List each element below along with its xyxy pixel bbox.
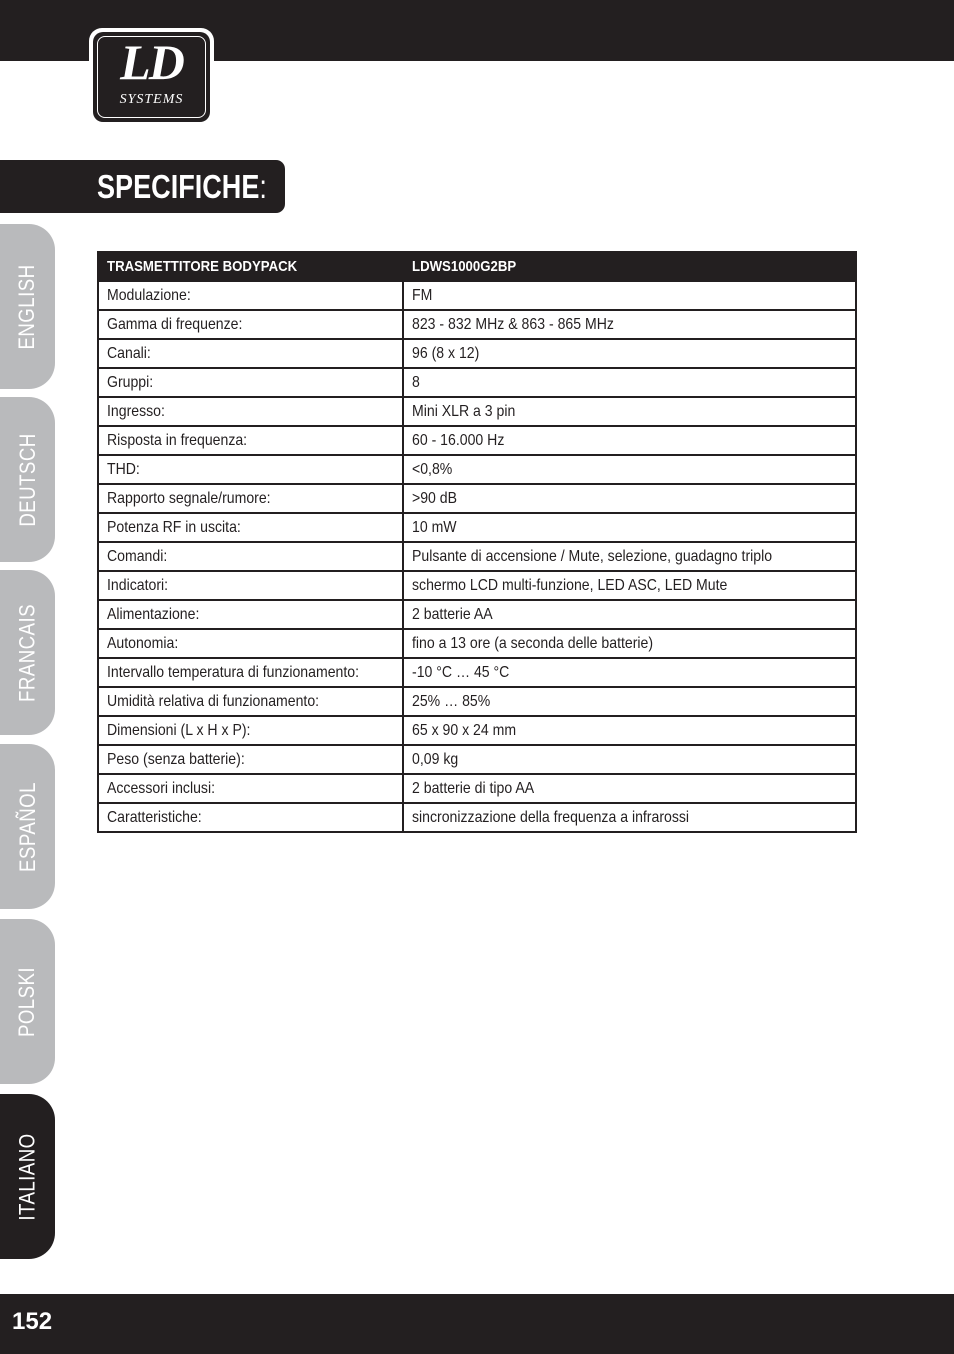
table-row (98, 368, 856, 397)
table-row (98, 571, 856, 600)
table-row (98, 600, 856, 629)
language-tab-francais[interactable] (0, 570, 55, 735)
spec-value-cell: schermo LCD multi-funzione, LED ASC, LED Mute (403, 571, 856, 600)
table-row (98, 716, 856, 745)
spec-label-cell: Canali: (98, 339, 403, 368)
table-row (98, 629, 856, 658)
spec-label-cell: Intervallo temperatura di funzionamento: (98, 658, 403, 687)
spec-value-cell: 823 - 832 MHz & 863 - 865 MHz (403, 310, 856, 339)
table-header-cell: LDWS1000G2BP (403, 252, 856, 281)
spec-value-cell: sincronizzazione della frequenza a infrarossi (403, 803, 856, 832)
section-title-colon: : (259, 168, 267, 205)
spec-label-cell: Umidità relativa di funzionamento: (98, 687, 403, 716)
table-row (98, 745, 856, 774)
language-tab-label: FRANCAIS (14, 603, 40, 702)
table-row (98, 542, 856, 571)
spec-value-cell: >90 dB (403, 484, 856, 513)
table-row (98, 397, 856, 426)
spec-value-cell: 25% … 85% (403, 687, 856, 716)
table-row (98, 426, 856, 455)
spec-value-cell: 2 batterie di tipo AA (403, 774, 856, 803)
language-tab-label: ESPAÑOL (14, 781, 40, 872)
spec-label-cell: Potenza RF in uscita: (98, 513, 403, 542)
spec-value-cell: Mini XLR a 3 pin (403, 397, 856, 426)
specifications-table (97, 251, 857, 833)
section-title-text: SPECIFICHE (97, 168, 260, 205)
table-header-row (98, 252, 856, 281)
spec-label-cell: Comandi: (98, 542, 403, 571)
spec-label-cell: THD: (98, 455, 403, 484)
spec-value-cell: FM (403, 281, 856, 310)
footer-bar (0, 1294, 954, 1354)
spec-value-cell: 10 mW (403, 513, 856, 542)
table-row (98, 310, 856, 339)
table-row (98, 455, 856, 484)
language-tab-label: ENGLISH (14, 263, 40, 350)
spec-value-cell: 8 (403, 368, 856, 397)
spec-label-cell: Alimentazione: (98, 600, 403, 629)
table-row (98, 803, 856, 832)
logo-subtitle: SYSTEMS (119, 92, 184, 107)
table-row (98, 774, 856, 803)
spec-label-cell: Modulazione: (98, 281, 403, 310)
page-number: 152 (12, 1308, 53, 1335)
language-tab-polski[interactable] (0, 919, 55, 1084)
spec-value-cell: 96 (8 x 12) (403, 339, 856, 368)
spec-value-cell: fino a 13 ore (a seconda delle batterie) (403, 629, 856, 658)
logo-badge (93, 32, 210, 122)
table-row (98, 658, 856, 687)
spec-label-cell: Ingresso: (98, 397, 403, 426)
spec-label-cell: Accessori inclusi: (98, 774, 403, 803)
spec-value-cell: 2 batterie AA (403, 600, 856, 629)
language-tab-espanol[interactable] (0, 744, 55, 909)
spec-value-cell: -10 °C … 45 °C (403, 658, 856, 687)
spec-label-cell: Dimensioni (L x H x P): (98, 716, 403, 745)
spec-value-cell: 60 - 16.000 Hz (403, 426, 856, 455)
table-row (98, 281, 856, 310)
table-row (98, 339, 856, 368)
spec-label-cell: Caratteristiche: (98, 803, 403, 832)
spec-label-cell: Rapporto segnale/rumore: (98, 484, 403, 513)
spec-label-cell: Indicatori: (98, 571, 403, 600)
spec-label-cell: Gruppi: (98, 368, 403, 397)
logo-mark: LD (120, 34, 183, 90)
spec-value-cell: 65 x 90 x 24 mm (403, 716, 856, 745)
spec-label-cell: Peso (senza batterie): (98, 745, 403, 774)
language-tab-label: POLSKI (14, 966, 40, 1037)
language-tab-italiano[interactable] (0, 1094, 55, 1259)
spec-value-cell: 0,09 kg (403, 745, 856, 774)
table-row (98, 484, 856, 513)
spec-label-cell: Gamma di frequenze: (98, 310, 403, 339)
spec-label-cell: Autonomia: (98, 629, 403, 658)
language-tab-english[interactable] (0, 224, 55, 389)
spec-value-cell: <0,8% (403, 455, 856, 484)
language-tab-label: DEUTSCH (14, 432, 40, 527)
spec-label-cell: Risposta in frequenza: (98, 426, 403, 455)
spec-value-cell: Pulsante di accensione / Mute, selezione, guadagno triplo (403, 542, 856, 571)
table-row (98, 513, 856, 542)
table-header-cell: TRASMETTITORE BODYPACK (98, 252, 403, 281)
table-row (98, 687, 856, 716)
section-title (97, 168, 267, 206)
brand-logo (89, 28, 214, 126)
language-tab-label: ITALIANO (14, 1132, 40, 1221)
language-tab-deutsch[interactable] (0, 397, 55, 562)
section-title-bar (0, 160, 285, 213)
